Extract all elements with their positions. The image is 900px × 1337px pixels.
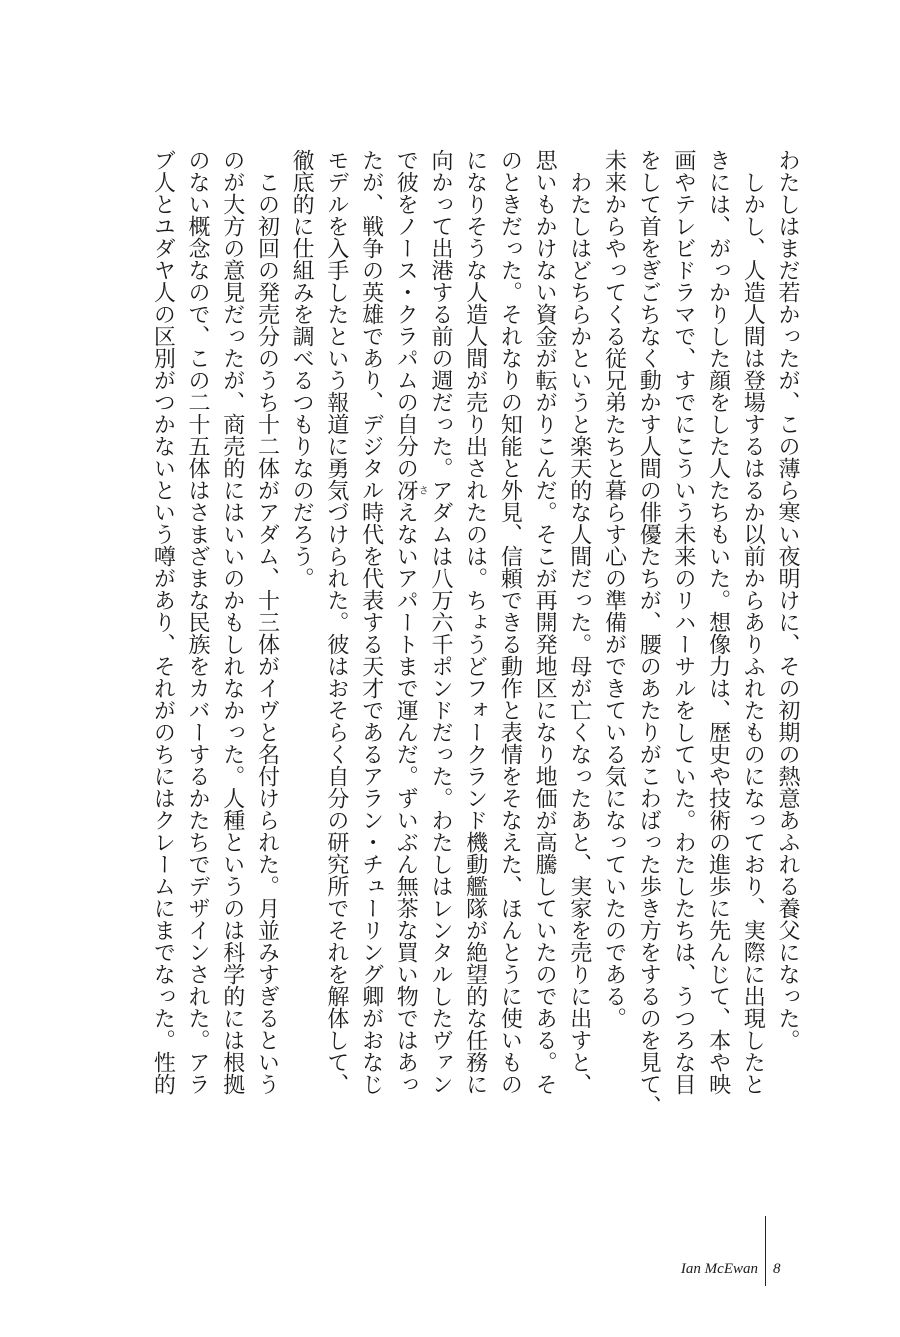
text-column: 向かって出港する前の週だった。アダムは八万六千ポンドだった。わたしはレンタルしたヴァン (427, 149, 453, 1095)
text-column: わたしはどちらかというと楽天的な人間だった。母が亡くなったあと、実家を売りに出すと、 (566, 149, 592, 1095)
ruby-reading: さ (416, 485, 428, 495)
text-column: この初回の発売分のうち十二体がアダム、十三体がイヴと名付けられた。月並みすぎるという (254, 149, 280, 1095)
ruby-base: 冴 (393, 479, 419, 501)
text-column: 徹底的に仕組みを調べるつもりなのだろう。 (289, 149, 315, 589)
text-segment: えないアパートまで運んだ。ずいぶん無茶な買い物ではあっ (393, 501, 419, 1095)
vertical-text-block (145, 149, 804, 1117)
text-column: 未来からやってくる従兄弟たちと暮らす心の準備ができている気になっていたのである。 (601, 149, 627, 1029)
text-column: しかし、人造人間は登場するはるか以前からありふれたものになっており、実際に出現したと (740, 149, 766, 1095)
text-column: のが大方の意見だったが、商売的にはいいのかもしれなかった。人種というのは科学的には根拠 (219, 149, 245, 1095)
text-column: になりそうな人造人間が売り出されたのは。ちょうどフォークランド機動艦隊が絶望的な任務に (462, 149, 488, 1095)
text-column: わたしはまだ若かったが、この薄ら寒い夜明けに、その初期の熱意あふれる養父になった。 (775, 149, 800, 1051)
ruby-annotated-word (393, 479, 428, 501)
text-column: 画やテレビドラマで、すでにこういう未来のリハーサルをしていた。わたしたちは、うつろな目 (670, 149, 696, 1095)
text-column: ブ人とユダヤ人の区別がつかないという噂があり、それがのちにはクレームにまでなった。性的 (150, 149, 176, 1095)
running-footer-author: Ian McEwan (680, 1261, 758, 1277)
text-column: 思いもかけない資金が転がりこんだ。そこが再開発地区になり地価が高騰していたのである。そ (532, 149, 558, 1095)
text-segment: で彼をノース・クラパムの自分の (393, 149, 419, 479)
text-column: たが、戦争の英雄であり、デジタル時代を代表する天才であるアラン・チューリング卿がおなじ (358, 149, 384, 1095)
text-column (388, 149, 428, 1117)
page-number: 8 (773, 1261, 781, 1277)
text-column: きには、がっかりした顔をした人たちもいた。想像力は、歴史や技術の進歩に先んじて、本や映 (705, 149, 731, 1095)
text-column: モデルを入手したという報道に勇気づけられた。彼はおそらく自分の研究所でそれを解体して、 (323, 149, 349, 1095)
footer-divider (765, 1216, 766, 1286)
text-column: のときだった。それなりの知能と外見、信頼できる動作と表情をそなえた、ほんとうに使いもの (497, 149, 523, 1095)
text-column: のない概念なので、この二十五体はさまざまな民族をカバーするかたちでデザインされた。アラ (185, 149, 211, 1095)
text-column: をして首をぎごちなく動かす人間の俳優たちが、腰のあたりがこわばった歩き方をするのを見て、 (636, 149, 662, 1117)
